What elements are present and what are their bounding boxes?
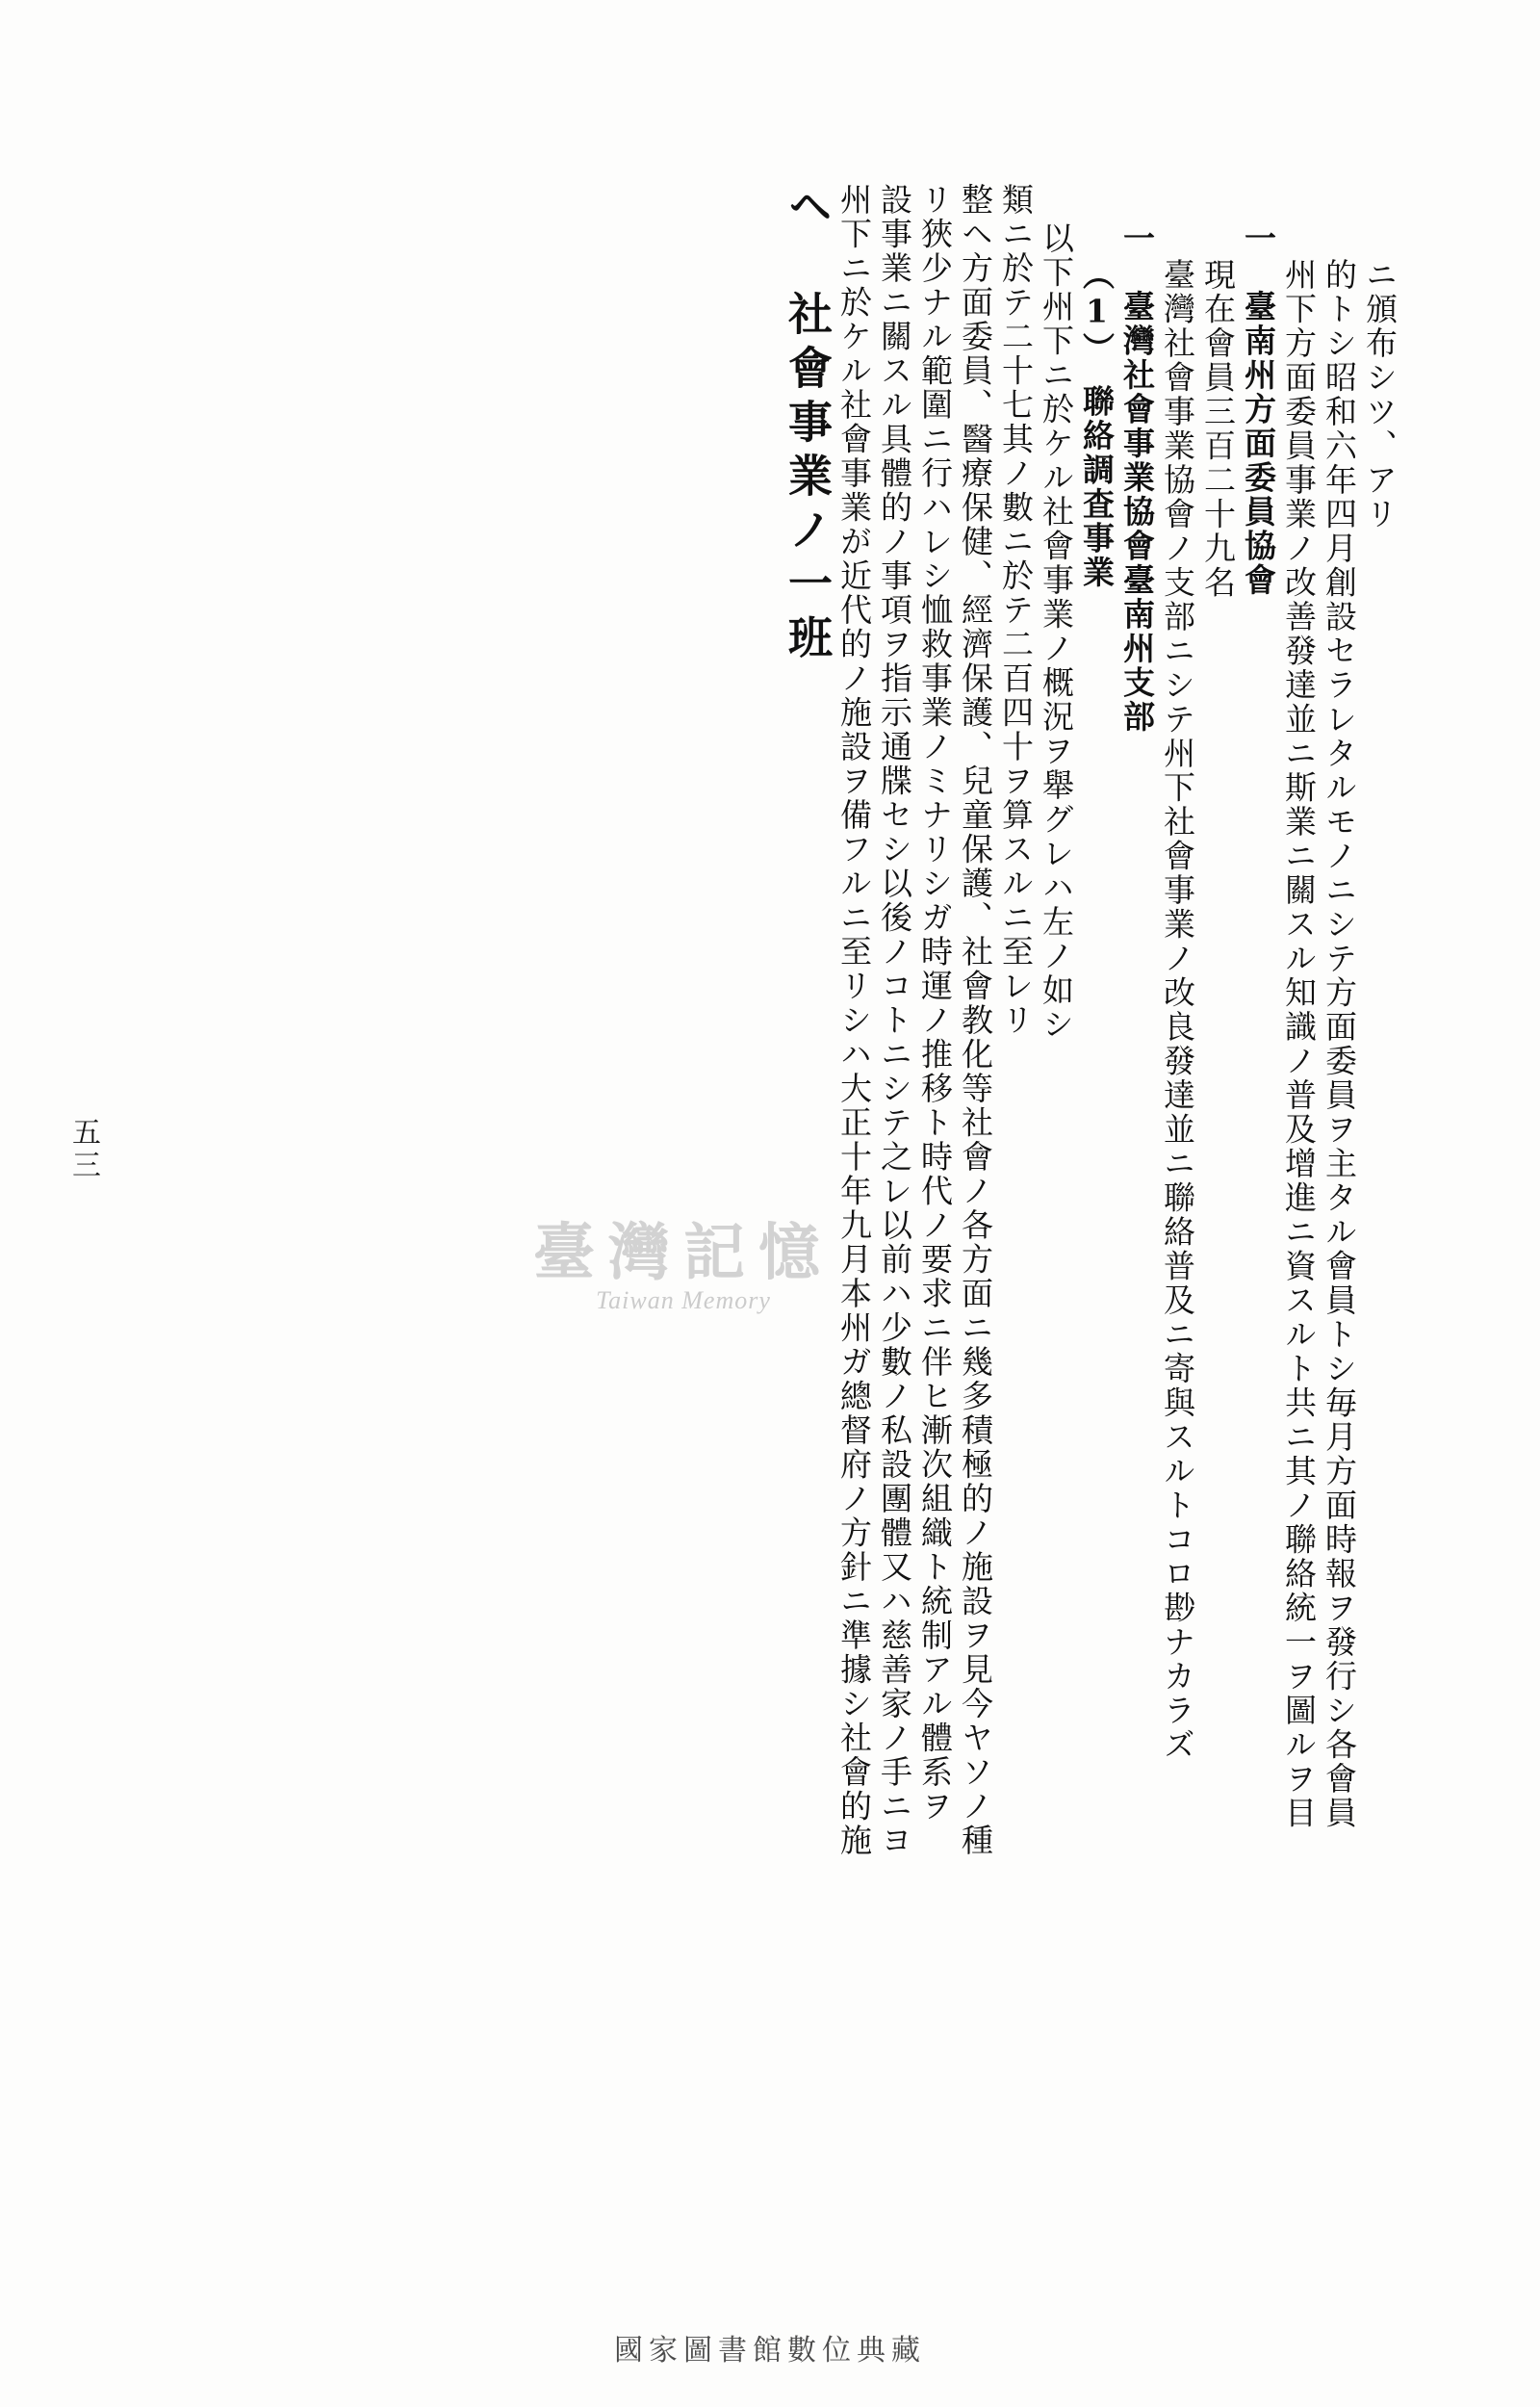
- vertical-text-body: [749, 183, 1399, 2224]
- text-column-13: 的トシ昭和六年四月創設セラレタルモノニシテ方面委員ヲ主タル會員トシ毎月方面時報ヲ發行シ各會員: [1321, 258, 1358, 1830]
- text-column-6: 以下州下ニ於ケル社會事業ノ概況ヲ舉グレハ左ノ如シ: [1038, 221, 1075, 1042]
- text-column-1: 州下ニ於ケル社會事業が近代的ノ施設ヲ備フルニ至リシハ大正十年九月本州ガ總督府ノ方針ニ準據シ社會的施: [835, 183, 873, 1858]
- text-column-10-member-count: 現在會員三百二十九名: [1199, 258, 1237, 600]
- page-title: ヘ 社會事業ノ一班: [782, 183, 834, 668]
- text-column-3: リ狹少ナル範圍ニ行ハレシ恤救事業ノミナリシガ時運ノ推移ト時代ノ要求ニ伴ヒ漸次組織ト統制アル體系ヲ: [916, 183, 954, 1824]
- text-column-14: ニ頒布シツ、アリ: [1361, 258, 1399, 531]
- footer-stamp: 國家圖書館數位典藏: [614, 2334, 926, 2368]
- watermark-english-text: Taiwan Memory: [596, 1286, 771, 1314]
- list-item-district-commissioner-association: 一 臺南州方面委員協會: [1240, 221, 1277, 598]
- text-column-4: 整ヘ方面委員、醫療保健、經濟保護、兒童保護、社會教化等社會ノ各方面ニ幾多積極的ノ施設ヲ見今ヤソノ種: [957, 183, 994, 1858]
- list-item-association-branch: 一 臺灣社會事業協會臺南州支部: [1118, 221, 1156, 735]
- text-column-12: 州下方面委員事業ノ改善發達並ニ斯業ニ關スル知識ノ普及增進ニ資スルト共ニ其ノ聯絡統一ヲ圖ルヲ目: [1280, 258, 1318, 1830]
- watermark-chinese-text: 臺灣記憶: [533, 1217, 834, 1289]
- page-number: 五三: [66, 1117, 100, 1182]
- text-column-9: 臺灣社會事業協會ノ支部ニシテ州下社會事業ノ改良發達並ニ聯絡普及ニ寄與スルトコロ尠ナカラズ: [1159, 258, 1196, 1762]
- section-heading-liaison-survey: （1） 聯絡調査事業: [1078, 258, 1116, 590]
- text-column-2: 設事業ニ關スル具體的ノ事項ヲ指示通牒セシ以後ノコトニシテ之レ以前ハ少數ノ私設團體又ハ慈善家ノ手ニヨ: [876, 183, 913, 1858]
- text-column-5: 類ニ於テ二十七其ノ數ニ於テ二百四十ヲ算スルニ至レリ: [997, 183, 1035, 1038]
